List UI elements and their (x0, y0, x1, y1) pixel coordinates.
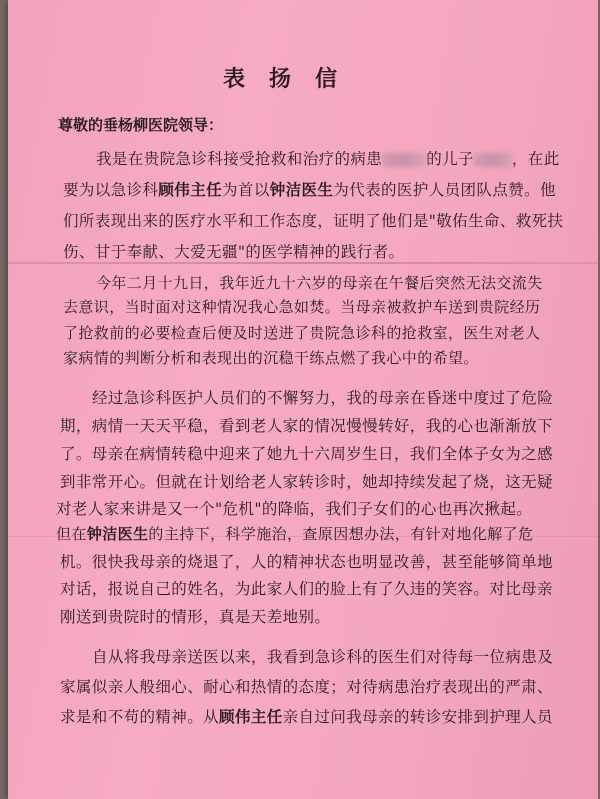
p2-line-2: 去意识，当时面对这种情况我心急如焚。当母亲被救护车送到贵院经历 (63, 298, 541, 316)
paper-fold-line (8, 262, 598, 264)
p4-line-1: 自从将我母亲送医以来，我看到急诊科的医生们对待每一位病患及 (92, 648, 554, 666)
highlight-name: 顾伟主任 (219, 707, 283, 726)
p3-line-9: 刚送到贵院时的情形，真是天差地别。 (60, 608, 331, 626)
p3-line-5: 对老人家来讲是又一个"危机"的降临，我们子女们的心也再次揪起。 (56, 500, 533, 518)
letter-paper (8, 0, 598, 799)
highlight-name: 顾伟主任 (158, 180, 223, 199)
p2-line-1: 今年二月十九日，我年近九十六岁的母亲在午餐后突然无法交流失 (96, 274, 543, 292)
p1-line-3: 们所表现出来的医疗水平和工作态度，证明了他们是"敬佑生命、救死扶 (63, 212, 564, 230)
redacted-name (474, 153, 512, 167)
p1-line-2: 要为以急诊科顾伟主任为首以钟洁医生为代表的医护人员团队点赞。他 (63, 180, 556, 199)
redacted-name (382, 153, 426, 167)
highlight-name: 钟洁医生 (86, 525, 149, 543)
letter-title: 表扬信 (223, 66, 362, 92)
letter-salutation: 尊敬的垂杨柳医院领导： (58, 116, 224, 134)
p1-line-4: 伤、甘于奉献、大爱无疆"的医学精神的践行者。 (63, 243, 405, 261)
highlight-name: 钟洁医生 (269, 180, 334, 199)
p3-line-8: 对话，报说自己的姓名，为此家人们的脸上有了久违的笑容。对比母亲 (60, 580, 553, 598)
p2-line-3: 了抢救前的必要检查后便及时送进了贵院急诊科的抢救室，医生对老人 (63, 324, 541, 342)
p3-line-4: 到非常开心。但就在计划给老人家转诊时，她却持续发起了烧，这无疑 (60, 473, 553, 491)
p3-line-6: 但在钟洁医生的主持下，科学施治，查原因想办法，有针对地化解了危 (56, 525, 534, 543)
p1-line-1: 我是在贵院急诊科接受抢救和治疗的病患 的儿子 ，在此 (96, 150, 560, 168)
p4-line-3: 求是和不苟的精神。从顾伟主任亲自过问我母亲的转诊安排到护理人员 (60, 707, 553, 726)
p2-line-4: 家病情的判断分析和表现出的沉稳干练点燃了我心中的希望。 (63, 349, 479, 367)
p4-line-2: 家属似亲人般细心、耐心和热情的态度；对待病患治疗表现出的严肃、 (60, 678, 553, 696)
p3-line-3: 了。母亲在病情转稳中迎来了她九十六周岁生日，我们全体子女为之感 (60, 445, 553, 463)
p3-line-2: 期，病情一天天平稳，看到老人家的情况慢慢转好，我的心也渐渐放下 (60, 417, 553, 435)
p3-line-7: 机。很快我母亲的烧退了，人的精神状态也明显改善，甚至能够简单地 (60, 553, 553, 571)
p3-line-1: 经过急诊科医护人员们的不懈努力，我的母亲在昏迷中度过了危险 (92, 389, 554, 407)
